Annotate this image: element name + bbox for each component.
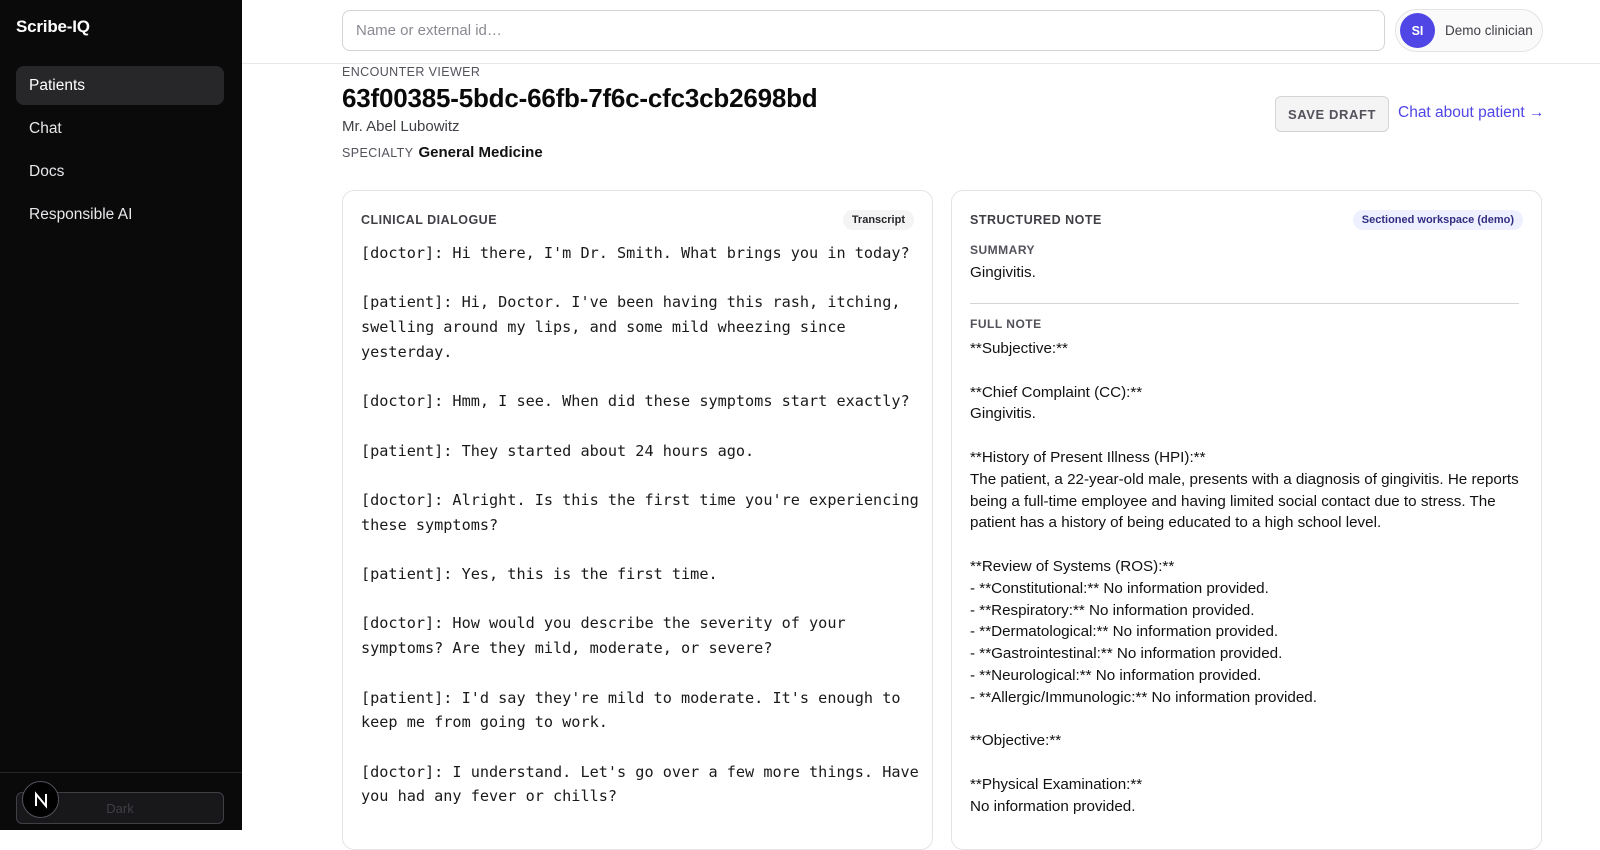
save-draft-button[interactable]: SAVE DRAFT: [1275, 96, 1389, 132]
note-paragraph: [970, 774, 1522, 818]
note-line: - **Dermatological:** No information provided.: [970, 623, 1279, 641]
dialogue-line: [patient]: I'd say they're mild to moderate. It's enough to keep me from going to work.: [361, 688, 901, 732]
note-line: - **Neurological:** No information provided.: [970, 666, 1262, 684]
sidebar-footer: [0, 772, 242, 830]
n-letter-icon: [32, 791, 50, 809]
dialogue-panel-title: CLINICAL DIALOGUE: [361, 213, 498, 227]
sidebar-item-chat[interactable]: Chat: [29, 119, 62, 137]
clinical-dialogue-panel: [342, 190, 933, 850]
note-line: **Review of Systems (ROS):**: [970, 557, 1175, 575]
patient-search-input[interactable]: [342, 10, 1385, 51]
avatar: SI: [1400, 13, 1435, 48]
brand-logo[interactable]: Scribe-IQ: [16, 17, 90, 36]
note-line: - **Gastrointestinal:** No information provided.: [970, 645, 1283, 663]
user-menu[interactable]: [1395, 9, 1543, 52]
note-paragraph: [970, 338, 1522, 360]
sidebar-item-responsible-ai[interactable]: Responsible AI: [29, 205, 133, 223]
full-note-body: [970, 338, 1522, 839]
patient-name: Mr. Abel Lubowitz: [342, 118, 460, 135]
page-eyebrow: ENCOUNTER VIEWER: [342, 65, 481, 79]
note-paragraph: [970, 447, 1522, 534]
dialogue-line: [patient]: Yes, this is the first time.: [361, 565, 718, 584]
theme-toggle-button[interactable]: Dark: [16, 792, 224, 824]
user-name: Demo clinician: [1445, 23, 1533, 38]
note-line: - **Allergic/Immunologic:** No information provided.: [970, 688, 1317, 706]
note-line: **Physical Examination:**: [970, 775, 1143, 793]
note-line: **Chief Complaint (CC):**: [970, 383, 1143, 401]
encounter-id-title: 63f00385-5bdc-66fb-7f6c-cfc3cb2698bd: [342, 83, 818, 113]
workspace-badge: Sectioned workspace (demo): [1353, 210, 1523, 230]
dialogue-line: [doctor]: How would you describe the severity of your symptoms? Are they mild, moderate, or severe?: [361, 614, 846, 658]
note-line: The patient, a 22-year-old male, presents with a diagnosis of gingivitis. He reports being a full-time employee and having limited social contact due to stress. The patient has a history of being educated to a high school level.: [970, 470, 1519, 532]
section-divider: [970, 303, 1519, 304]
note-paragraph: [970, 382, 1522, 426]
summary-text: Gingivitis.: [970, 264, 1036, 281]
chat-about-patient-link[interactable]: Chat about patient →: [1398, 104, 1545, 121]
transcript-badge: Transcript: [843, 210, 914, 230]
note-paragraph: [970, 556, 1522, 709]
sidebar-item-docs[interactable]: Docs: [29, 162, 65, 180]
dialogue-line: [doctor]: Hi there, I'm Dr. Smith. What brings you in today?: [361, 244, 910, 262]
summary-label: SUMMARY: [970, 243, 1036, 257]
note-line: **Objective:**: [970, 732, 1062, 750]
dialogue-transcript: [361, 241, 921, 834]
note-line: Gingivitis.: [970, 405, 1036, 423]
structured-note-panel: [951, 190, 1542, 850]
note-panel-header: [970, 210, 1523, 230]
note-line: - **Respiratory:** No information provided.: [970, 601, 1255, 619]
dialogue-line: [patient]: Hi, Doctor. I've been having this rash, itching, swelling around my lips, and some mild wheezing since yesterday.: [361, 293, 901, 361]
dialogue-line: [patient]: They started about 24 hours ago.: [361, 441, 755, 460]
dialogue-line: [doctor]: Hmm, I see. When did these symptoms start exactly?: [361, 392, 910, 411]
dialogue-line: [doctor]: Alright. Is this the first time you're experiencing these symptoms?: [361, 490, 919, 534]
full-note-label: FULL NOTE: [970, 317, 1042, 331]
dialogue-panel-header: [361, 210, 914, 230]
note-panel-title: STRUCTURED NOTE: [970, 213, 1102, 227]
specialty-value: General Medicine: [418, 144, 543, 161]
dialogue-line: [doctor]: I understand. Let's go over a few more things. Have you had any fever or chills?: [361, 762, 919, 806]
note-paragraph: [970, 730, 1522, 752]
sidebar-nav: [16, 66, 224, 238]
specialty-row: [342, 144, 543, 161]
sidebar: [0, 0, 242, 830]
note-line: **History of Present Illness (HPI):**: [970, 448, 1206, 466]
top-bar: [242, 0, 1600, 64]
specialty-label: SPECIALTY: [342, 146, 414, 160]
note-line: - **Constitutional:** No information provided.: [970, 579, 1269, 597]
note-line: **Subjective:**: [970, 340, 1068, 357]
nextjs-logo-icon[interactable]: [22, 781, 59, 818]
sidebar-item-patients[interactable]: Patients: [16, 66, 224, 105]
note-line: No information provided.: [970, 797, 1136, 815]
